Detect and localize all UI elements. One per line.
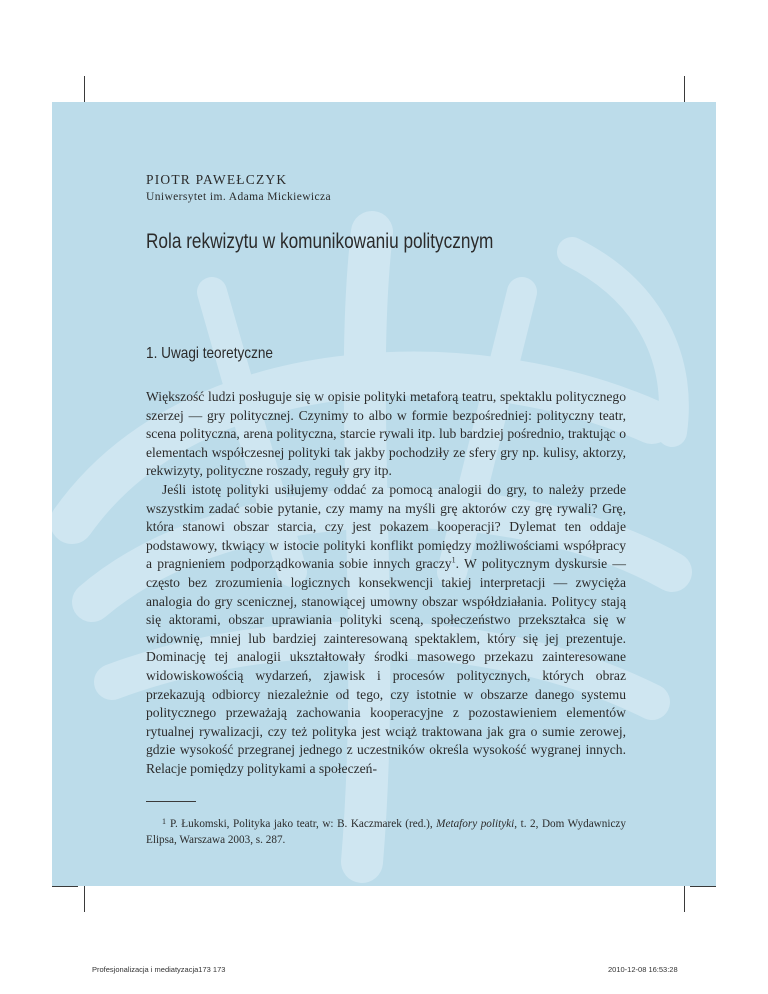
- paragraph-2-part-a: Jeśli istotę polityki usiłujemy oddać za pomocą analogii do gry, to należy przede wszystkim zadać sobie pytanie, czy mamy na myśli grę aktorów czy grę rywali? Grę, która stanowi obszar starcia, czy jest pokazem kooperacji? Dylemat ten oddaje podstawowy, tkwiący w istocie polityki konflikt pomiędzy możliwościami współpracy a pragnieniem podporządkowania sobie innych graczy: [146, 481, 626, 572]
- article-body: [146, 388, 626, 778]
- footnote-divider: [146, 801, 196, 802]
- article-title: Rola rekwizytu w komunikowaniu politycznym: [146, 230, 494, 253]
- footnote-number: 1: [162, 817, 166, 826]
- printer-slug-right: 2010-12-08 16:53:28: [608, 965, 678, 974]
- paragraph-2-part-b: . W politycznym dyskursie — często bez zrozumienia logicznych konsekwencji takiej interpretacji — zwycięża analogia do gry scenicznej, stanowiącej umowny obszar współdziałania. Politycy stają się aktorami, obszar uprawiania polityki sceną, społeczeństwo przekształca się w widownię, mniej lub bardziej zainteresowaną spektaklem, który się jej prezentuje. Dominację tej analogii ukształtowały środki masowego przekazu zainteresowane widowiskowością wydarzeń, zjawisk i procesów politycznych, których obraz przekazują odbiorcy niezależnie od tego, czy istotnie w obszarze danego systemu politycznego przeważają zachowania kooperacyjne z pozostawieniem elementów rytualnej rywalizacji, czy też polityka jest wciąż traktowana jak gra o sumie zerowej, gdzie wysokość przegranej jednego z uczestników określa wysokość wygranej innych. Relacje pomiędzy politykami a społeczeń-: [146, 556, 626, 776]
- footnote-text-b: , t. 2, Dom Wydawniczy Elipsa, Warszawa 2003, s. 287.: [146, 818, 626, 846]
- footnote: [146, 814, 626, 848]
- page-area: [52, 102, 716, 886]
- crop-mark-bottom-right-vertical: [684, 886, 685, 912]
- footnote-text-a: P. Łukomski, Polityka jako teatr, w: B. Kaczmarek (red.),: [170, 818, 437, 830]
- crop-mark-top-left-vertical: [84, 76, 85, 102]
- section-heading: 1. Uwagi teoretyczne: [146, 345, 273, 362]
- footnote-italic-title: Metafory polityki: [436, 818, 515, 830]
- printer-slug-left: Profesjonalizacja i mediatyzacja173 173: [92, 965, 226, 974]
- footnote-reference[interactable]: 1: [451, 555, 456, 565]
- paragraph-1: Większość ludzi posługuje się w opisie polityki metaforą teatru, spektaklu politycznego szerzej — gry politycznej. Czynimy to albo w formie bezpośredniej: polityczny teatr, scena polityczna, arena polityczna, starcie rywali itp. lub bardziej pośrednio, traktując o elementach współczesnej polityki tak jakby pochodziły ze sfery gry np. kulisy, aktorzy, rekwizyty, polityczne roszady, reguły gry itp.: [146, 389, 626, 479]
- crop-mark-bottom-left-vertical: [84, 886, 85, 912]
- crop-mark-top-right-vertical: [684, 76, 685, 102]
- author-name: PIOTR PAWEŁCZYK: [146, 172, 288, 187]
- paragraph-2: [146, 481, 626, 779]
- crop-mark-bottom-left-horizontal: [52, 886, 78, 887]
- author-affiliation: Uniwersytet im. Adama Mickiewicza: [146, 191, 332, 203]
- crop-mark-bottom-right-horizontal: [690, 886, 716, 887]
